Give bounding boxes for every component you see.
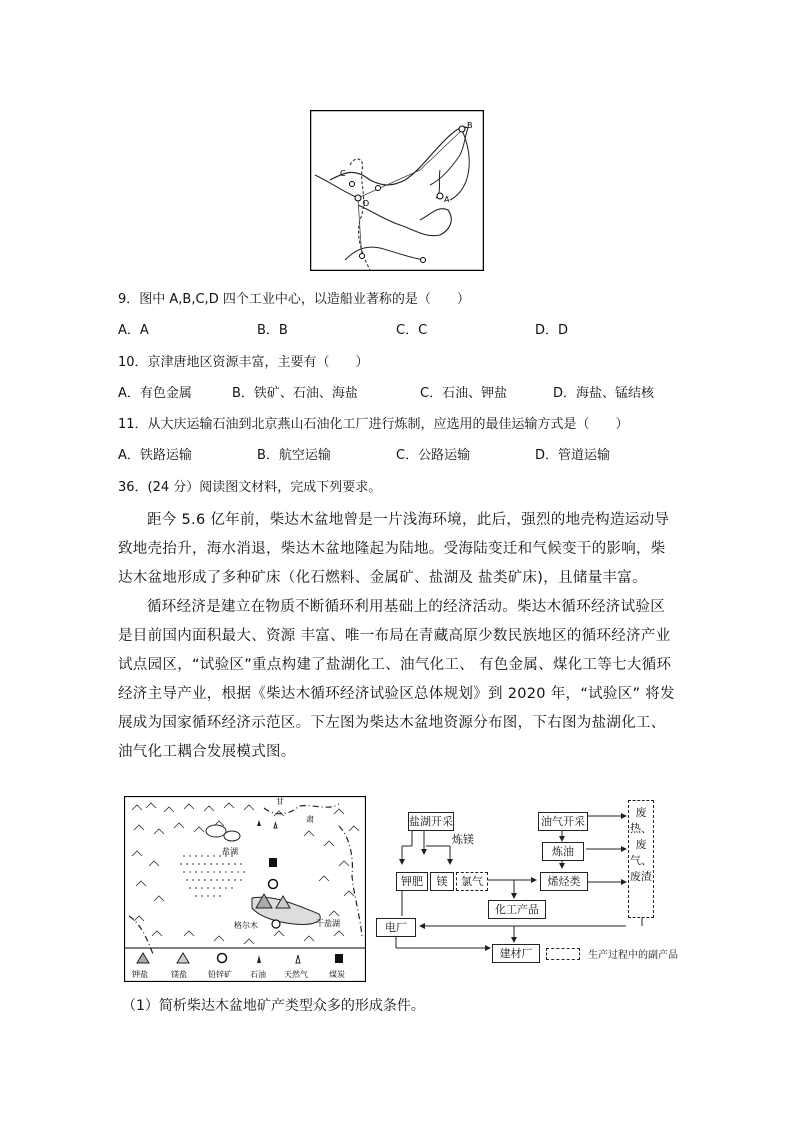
q11-option-b: B．航空运输 (257, 448, 331, 463)
legend-tianranqi: 天然气 (284, 970, 308, 979)
q9-option-b: B．B (257, 323, 288, 338)
map-label-c: C (340, 169, 346, 178)
box-yanhu-kaicai: 盐湖开采 (408, 812, 454, 831)
box-waste: 废热、废气、废渣 (628, 800, 654, 918)
map-label-su: 肃 (306, 815, 314, 824)
map-label-a: A (444, 195, 450, 204)
q36-sub1: （1）简析柴达木盆地矿产类型众多的形成条件。 (122, 998, 425, 1014)
map-label-b: B (467, 121, 473, 130)
legend-jiayan: 钾盐 (132, 970, 148, 979)
box-dianchang: 电厂 (376, 918, 416, 937)
q11-stem: 11．从大庆运输石油到北京燕山石油化工厂进行炼制，应选用的最佳运输方式是（ ） (118, 417, 629, 432)
legend-shiyou: 石油 (250, 970, 266, 979)
q10-option-b: B．铁矿、石油、海盐 (232, 386, 358, 401)
q9-stem: 9．图中 A,B,C,D 四个工业中心，以造船业著称的是（ ） (118, 292, 470, 307)
legend-meiyan: 镁盐 (171, 970, 187, 979)
q10-option-a: A．有色金属 (118, 386, 192, 401)
box-huagong: 化工产品 (488, 900, 546, 919)
resource-map (124, 796, 366, 982)
box-xitinglei: 烯烃类 (540, 872, 588, 891)
top-map (310, 110, 484, 271)
box-youqi-kaicai: 油气开采 (538, 812, 588, 831)
flow-chart (374, 798, 690, 970)
q9-option-c: C．C (396, 323, 428, 338)
q36-paragraph-2: 循环经济是建立在物质不断循环利用基础上的经济活动。柴达木循环经济试验区是目前国内面积最大、资源 丰富、唯一布局在青藏高原少数民族地区的循环经济产业试点园区，“试验区”重点构建了盐湖化工、油气化工、 有色金属、煤化工等七大循环经济主导产业，根据《柴达木循环经济试验区总体规划》到 2020 年，“试验区” 将发展成为国家循环经济示范区。下左图为柴达木盆地资源分布图，下右图为盐湖化工、油气化工耦合发展模式图。 (118, 599, 675, 760)
q9-option-d: D．D (535, 323, 569, 338)
q11-option-a: A．铁路运输 (118, 448, 192, 463)
q10-option-d: D．海盐、锰结核 (553, 386, 655, 401)
q9-option-a: A．A (118, 323, 149, 338)
q11-option-c: C．公路运输 (396, 448, 471, 463)
q36-paragraph-1: 距今 5.6 亿年前，柴达木盆地曾是一片浅海环境，此后，强烈的地壳构造运动导致地壳抬升，海水消退，柴达木盆地隆起为陆地。受海陆变迁和气候变干的影响，柴达木盆地形成了多种矿床（化石燃料、金属矿、盐湖及 盐类矿床)，且储量丰富。 (118, 512, 670, 586)
box-mei: 镁 (430, 872, 454, 891)
map-label-geermu: 格尔木 (234, 921, 258, 930)
legend-dashed-box (546, 948, 580, 960)
legend-byproduct-label: 生产过程中的副产品 (588, 950, 678, 961)
map-label-yanhu: 盐湖 (222, 847, 238, 856)
label-lianmei: 炼镁 (452, 833, 474, 846)
map-label-ganyanhu: 干盐湖 (316, 919, 340, 928)
q36-material (118, 506, 678, 767)
box-luqi: 氯气 (456, 872, 488, 891)
q10-option-c: C．石油、钾盐 (420, 386, 508, 401)
legend-qianxin: 铅锌矿 (208, 970, 232, 979)
q36-stem: 36．(24 分）阅读图文材料，完成下列要求。 (118, 480, 382, 495)
map-label-gan: 甘 (276, 797, 284, 806)
q11-option-d: D．管道运输 (535, 448, 611, 463)
box-jiafei: 钾肥 (396, 872, 428, 891)
map-label-d: D (363, 199, 370, 208)
box-lianyou: 炼油 (542, 842, 584, 861)
q10-stem: 10．京津唐地区资源丰富，主要有（ ） (118, 355, 369, 370)
box-jiancaichang: 建材厂 (492, 944, 540, 963)
legend-meitan: 煤炭 (329, 970, 345, 979)
